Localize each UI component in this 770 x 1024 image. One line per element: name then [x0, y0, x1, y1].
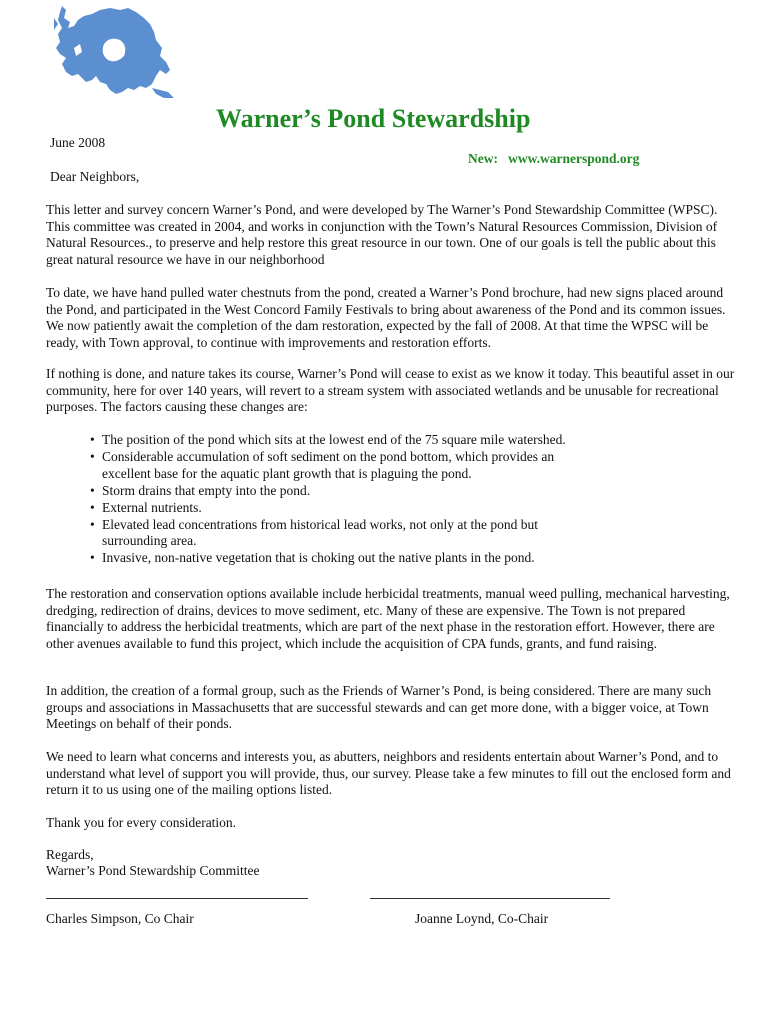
signature-name-left: Charles Simpson, Co Chair — [46, 911, 194, 926]
committee-name: Warner’s Pond Stewardship Committee — [46, 863, 260, 878]
list-item: • The position of the pond which sits at the lowest end of the 75 square mile watershed. — [90, 432, 566, 447]
greeting: Dear Neighbors, — [50, 169, 140, 184]
factors-list — [90, 432, 590, 567]
paragraph: If nothing is done, and nature takes its course, Warner’s Pond will cease to exist as we know it today. This beautiful asset in our community, here for over 140 years, will revert to a stream system with associated wetlands and be unusable for recreational purposes. The factors causing these changes are: — [46, 366, 735, 414]
paragraph: This letter and survey concern Warner’s Pond, and were developed by The Warner’s Pond Stewardship Committee (WPSC). This committee was created in 2004, and works in conjunction with the Town’s Natural Resources Commission, Division of Natural Resources., to preserve and help restore this great resource in our town. One of our goals is tell the public about this great natural resource we have in our neighborhood — [46, 202, 718, 267]
list-item: • External nutrients. — [90, 499, 202, 515]
list-item: • Invasive, non-native vegetation that is choking out the native plants in the pond. — [90, 550, 535, 565]
list-item: • Storm drains that empty into the pond. — [90, 482, 311, 498]
page-title: Warner’s Pond Stewardship — [216, 104, 531, 133]
signature-line-left — [46, 898, 308, 900]
paragraph: Thank you for every consideration. — [46, 815, 237, 830]
signature-line-right — [370, 898, 610, 900]
paragraph: To date, we have hand pulled water chestnuts from the pond, created a Warner’s Pond brochure, had new signs placed around the Pond, and participated in the West Concord Family Festivals to bring about awareness of the Pond and its common issues. We now patiently await the completion of the dam restoration, expected by the fall of 2008. At that time the WPSC will be ready, with Town approval, to continue with improvements and restoration efforts. — [46, 285, 726, 350]
closing: Regards, — [46, 847, 94, 862]
pond-map-logo — [52, 4, 178, 100]
paragraph: We need to learn what concerns and interests you, as abutters, neighbors and residents entertain about Warner’s Pond, and to understand what level of support you will provide, thus, our survey. Please take a few minutes to fill out the enclosed form and return it to us using one of the mailing options listed. — [46, 749, 731, 797]
bullet-icon: • — [90, 482, 95, 498]
signature-name-right: Joanne Loynd, Co-Chair — [415, 911, 549, 926]
paragraph: The restoration and conservation options available include herbicidal treatments, manual weed pulling, mechanical harvesting, dredging, redirection of drains, devices to move sediment, etc. Many of these are expensive. The Town is not prepared financially to address the herbicidal treatments, which are part of the next phase in the restoration effort. However, there are other avenues available to fund this project, which include the acquisition of CPA funds, grants, and fund raising. — [46, 586, 730, 651]
list-item: • Considerable accumulation of soft sediment on the pond bottom, which provides an excellent base for the aquatic plant growth that is plaguing the pond. — [90, 449, 555, 481]
letter-date: June 2008 — [50, 135, 106, 150]
list-item: • Elevated lead concentrations from historical lead works, not only at the pond but surrounding area. — [90, 516, 539, 548]
paragraph: In addition, the creation of a formal group, such as the Friends of Warner’s Pond, is being considered. There are many such groups and associations in Massachusetts that are successful stewards and can get more done, with a bigger voice, at Town Meetings on behalf of their ponds. — [46, 683, 712, 731]
bullet-icon: • — [90, 516, 95, 532]
website-link[interactable]: New: www.warnerspond.org — [468, 151, 640, 166]
bullet-icon: • — [90, 432, 95, 447]
bullet-icon: • — [90, 449, 95, 464]
bullet-icon: • — [90, 550, 95, 565]
bullet-icon: • — [90, 499, 95, 515]
